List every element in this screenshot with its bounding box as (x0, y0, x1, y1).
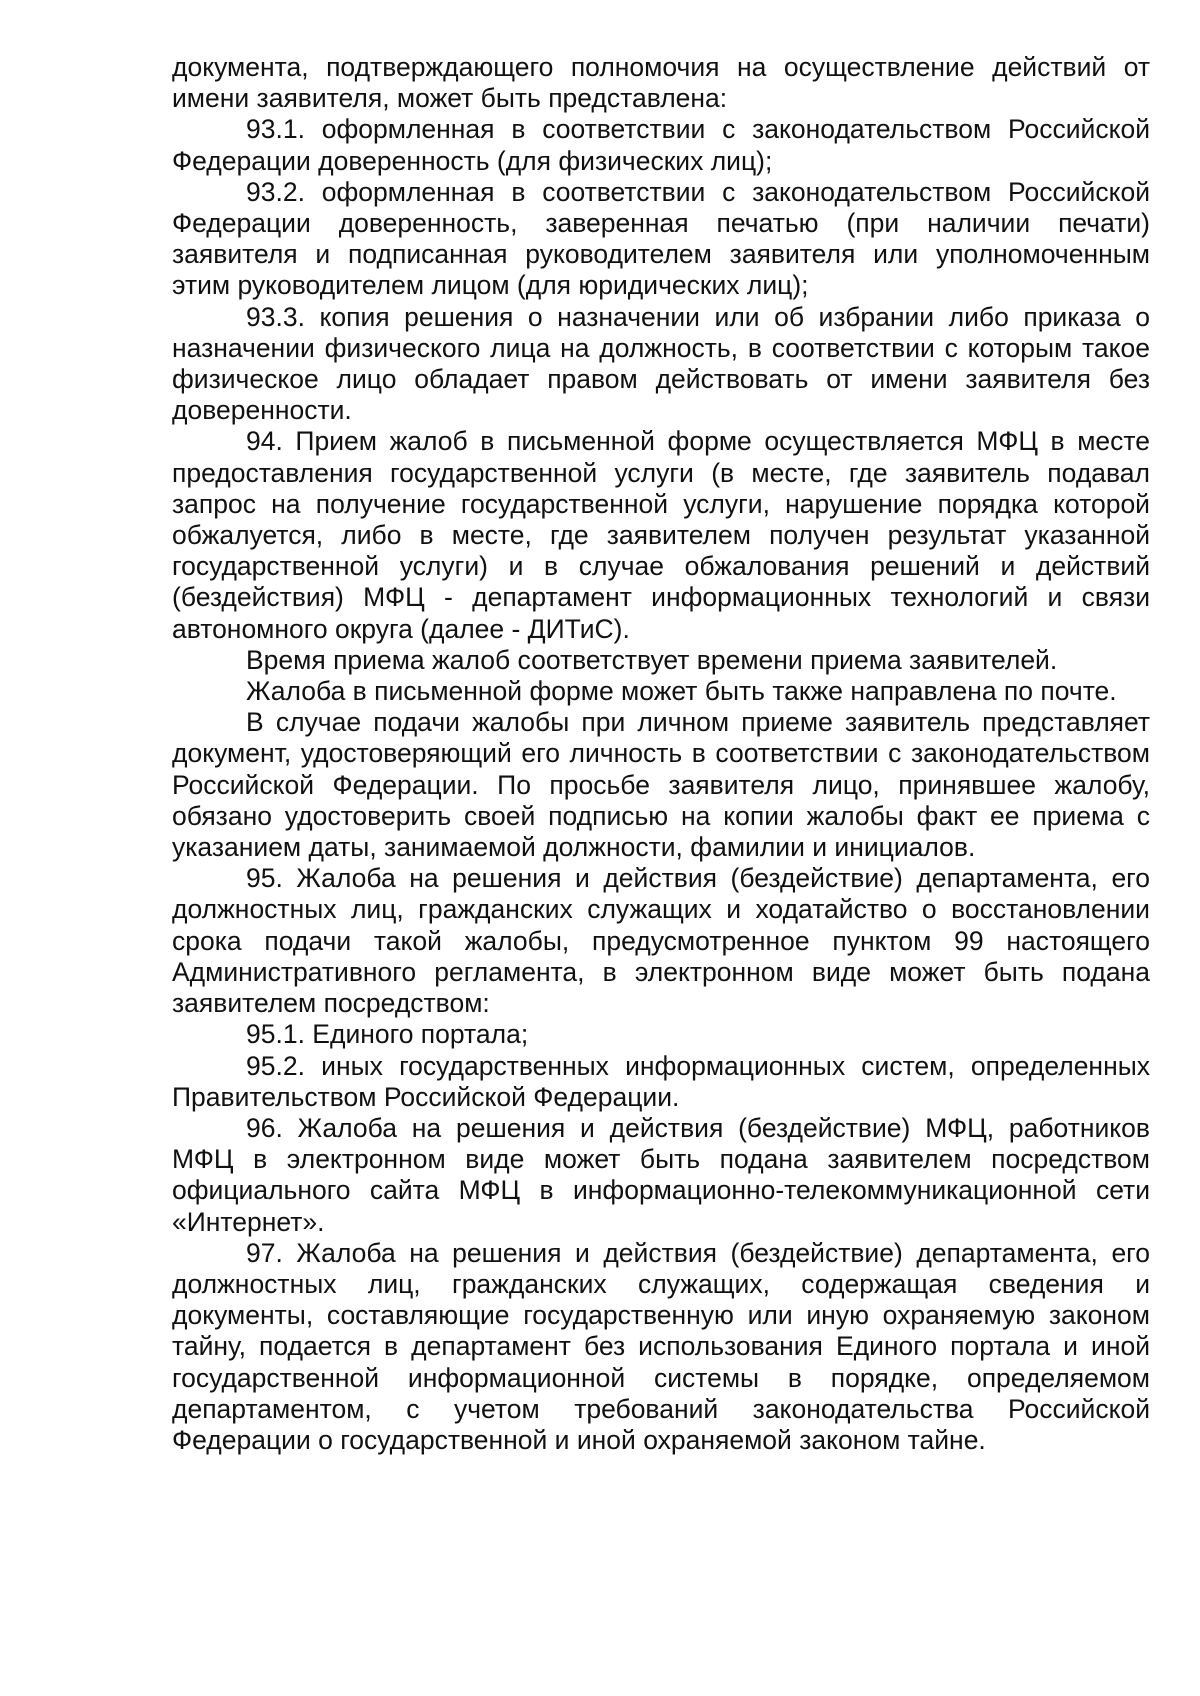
paragraph-95: 95. Жалоба на решения и действия (бездействие) департамента, его должностных лиц, гражданских служащих и ходатайство о восстановлении срока подачи такой жалобы, предусмотренное пунктом 99 настоящего Административного регламента, в электронном виде может быть подана заявителем посредством: (172, 863, 1150, 1019)
paragraph-94: 94. Прием жалоб в письменной форме осуществляется МФЦ в месте предоставления государственной услуги (в месте, где заявитель подавал запрос на получение государственной услуги, нарушение порядка которой обжалуется, либо в месте, где заявителем получен результат указанной государственной услуги) и в случае обжалования решений и действий (бездействия) МФЦ - департамент информационных технологий и связи автономного округа (далее - ДИТиС). (172, 426, 1150, 644)
paragraph-93-2: 93.2. оформленная в соответствии с законодательством Российской Федерации доверенность, заверенная печатью (при наличии печати) заявителя и подписанная руководителем заявителя или уполномоченным этим руководителем лицом (для юридических лиц); (172, 176, 1150, 301)
paragraph-96: 96. Жалоба на решения и действия (бездействие) МФЦ, работников МФЦ в электронном виде может быть подана заявителем посредством официального сайта МФЦ в информационно-телекоммуникационной сети «Интернет». (172, 1112, 1150, 1237)
paragraph-95-1: 95.1. Единого портала; (246, 1019, 529, 1050)
paragraph-93-3: 93.3. копия решения о назначении или об избрании либо приказа о назначении физического лица на должность, в соответствии с которым такое физическое лицо обладает правом действовать от имени заявителя без доверенности. (172, 301, 1150, 426)
document-page (172, 52, 1150, 1456)
paragraph-95-2: 95.2. иных государственных информационных систем, определенных Правительством Российской Федерации. (172, 1050, 1150, 1112)
paragraph-97: 97. Жалоба на решения и действия (бездействие) департамента, его должностных лиц, гражданских служащих, содержащая сведения и документы, составляющие государственную или иную охраняемую законом тайну, подается в департамент без использования Единого портала и иной государственной информационной системы в порядке, определяемом департаментом, с учетом требований законодательства Российской Федерации о государственной и иной охраняемой законом тайне. (172, 1237, 1150, 1455)
paragraph-mail: Жалоба в письменной форме может быть также направлена по почте. (246, 676, 1117, 707)
paragraph-reception-time: Время приема жалоб соответствует времени приема заявителей. (246, 644, 1058, 675)
paragraph-continuation: документа, подтверждающего полномочия на осуществление действий от имени заявителя, может быть представлена: (172, 52, 1150, 114)
paragraph-93-1: 93.1. оформленная в соответствии с законодательством Российской Федерации доверенность (для физических лиц); (172, 114, 1150, 176)
paragraph-personal-reception: В случае подачи жалобы при личном приеме заявитель представляет документ, удостоверяющий его личность в соответствии с законодательством Российской Федерации. По просьбе заявителя лицо, принявшее жалобу, обязано удостоверить своей подписью на копии жалобы факт ее приема с указанием даты, занимаемой должности, фамилии и инициалов. (172, 707, 1150, 863)
